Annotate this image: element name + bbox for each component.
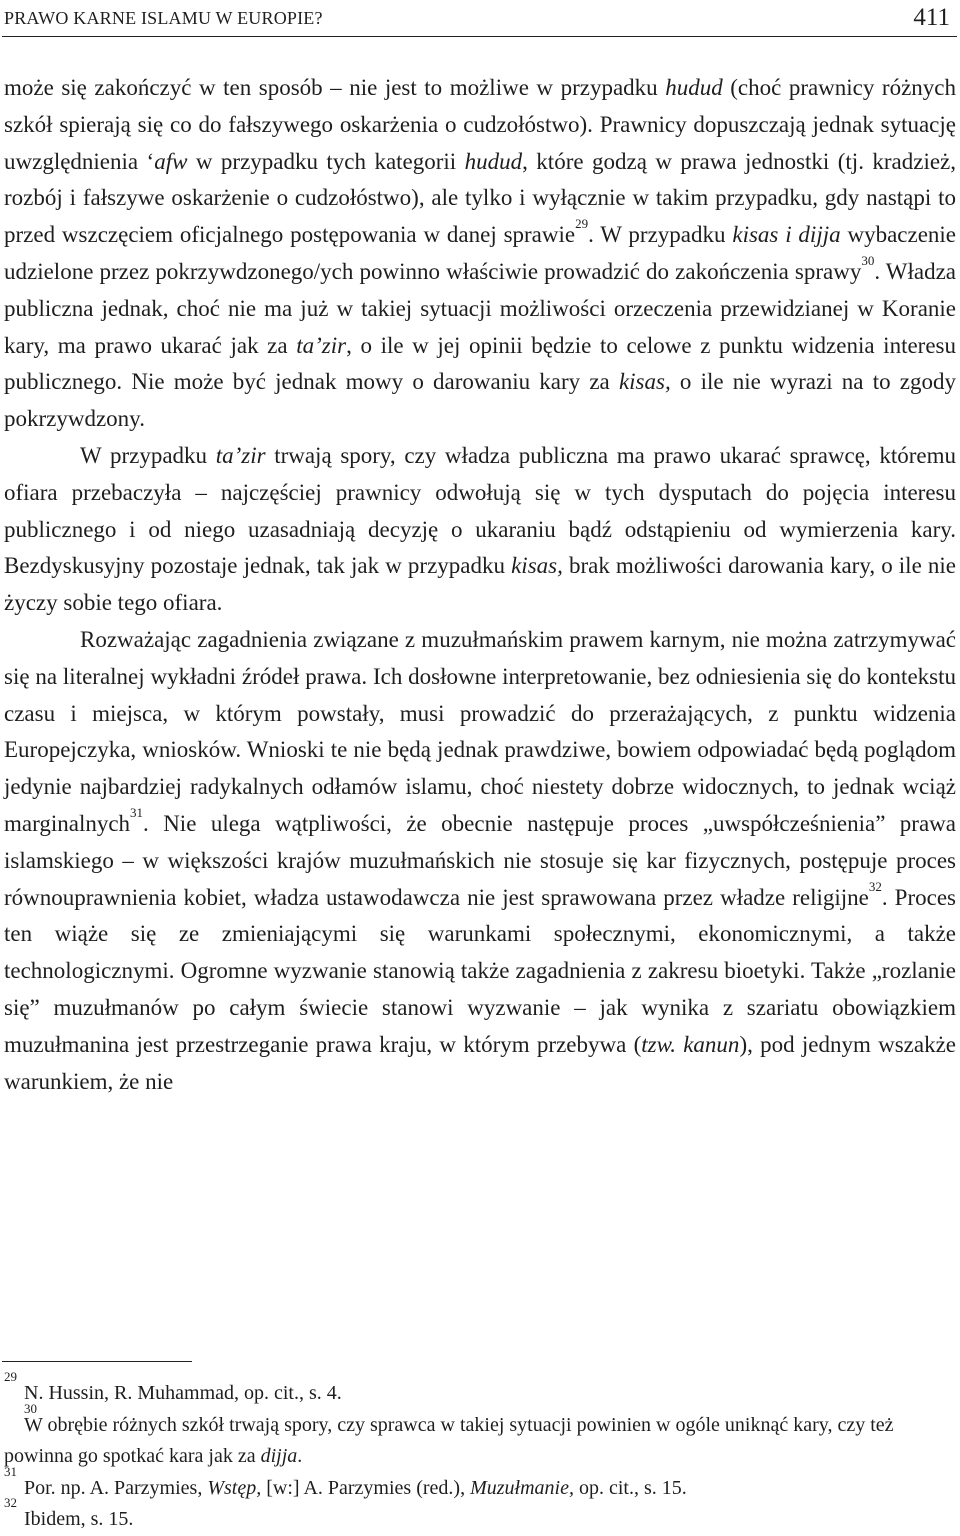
text-run: brak możliwości darowania kary, o ile nie życzy sobie tego ofiara. [4, 553, 956, 616]
text-run: . Władza publiczna jednak, choć nie ma już w takiej sytuacji możliwości orzeczenia przewidzianej w Koranie kary, ma prawo ukarać jak za [4, 258, 956, 358]
text-run: może się zakończyć w ten sposób – nie jest to możliwe w przypadku [4, 75, 666, 100]
footnote-text: . [297, 1445, 303, 1467]
italic-term: kisas, [618, 369, 671, 395]
footnote-29 [4, 1369, 956, 1410]
paragraph-2 [4, 438, 956, 622]
italic-term: kisas i dijja [732, 222, 841, 248]
footnote-number: 31 [4, 1463, 17, 1479]
text-run: . Nie ulega wątpliwości, że obecnie następuje proces „uwspółcześnienia” prawa islamskiego – w większości krajów muzułmańskich nie stosuje się kar fizycznych, postępuje proces równouprawnienia kobiet, władza ustawodawcza nie jest sprawowana przez władze religijne [4, 810, 956, 910]
italic-term: Muzułmanie, [470, 1476, 574, 1499]
footnote-text: N. Hussin, R. Muhammad, op. cit., s. 4. [24, 1382, 342, 1404]
page-number: 411 [913, 4, 950, 31]
italic-term: hudud [464, 148, 523, 174]
italic-term: tzw. kanun [641, 1031, 740, 1057]
italic-term: kisas, [511, 553, 563, 579]
italic-term: hudud [665, 75, 723, 100]
paragraph-3 [4, 622, 956, 1100]
text-run: o ile nie wyrazi na to zgody pokrzywdzony. [4, 369, 956, 432]
footnote-text: op. cit., s. 15. [573, 1476, 687, 1499]
italic-term: ta’zir [215, 442, 266, 468]
footnote-30 [4, 1400, 956, 1473]
running-header [4, 4, 956, 34]
footnote-number: 32 [4, 1495, 17, 1510]
text-run: . Proces ten wiąże się ze zmieniającymi się warunkami społecznymi, ekonomicznymi, a także technologicznymi. Ogromne wyzwanie stanowią także zagadnienia z zakresu bioetyki. Także „rozlanie się” muzułmanów po całym świecie stanowi wyzwanie – jak wynika z szariatu obowiązkiem muzułmanina jest przestrzeganie prawa kraju, w którym przebywa ( [4, 884, 956, 1057]
paragraph-1 [4, 70, 956, 438]
italic-term: Wstęp, [207, 1476, 262, 1499]
footnote-rule [2, 1361, 192, 1362]
footnotes [4, 1369, 956, 1536]
footnote-text: W obrębie różnych szkół trwają spory, czy sprawca w takiej sytuacji powinien w ogóle uniknąć kary, czy też powinna go spotkać kara jak za [4, 1413, 894, 1467]
text-run: ), pod jednym wszakże warunkiem, że nie [4, 1031, 956, 1094]
running-title: PRAWO KARNE ISLAMU W EUROPIE? [4, 8, 323, 28]
italic-term: afw [154, 148, 188, 174]
footnote-31 [4, 1463, 956, 1505]
footnote-number: 30 [24, 1400, 37, 1416]
footnote-number: 29 [4, 1369, 17, 1384]
text-run: , które godzą w prawa jednostki (tj. kradzież, rozbój i fałszywe oskarżenie o cudzołóstwo), ale tylko i wyłącznie w takim przypadku, gdy nastąpi to przed wszczęciem oficjalnego postępowania w danej sprawie [4, 148, 957, 248]
text-run: wybaczenie udzielone przez pokrzywdzonego/ych powinno właściwie prowadzić do zakończenia sprawy [4, 222, 956, 284]
main-text [4, 70, 956, 1100]
header-rule [2, 36, 957, 37]
text-run: . W przypadku [588, 222, 733, 248]
text-run: trwają spory, czy władza publiczna ma prawo ukarać sprawcę, któremu ofiara przebaczyła – najczęściej prawnicy odwołują się w tych dysputach do pojęcia interesu publicznego i od niego uzasadniają decyzję o ukaraniu bądź odstąpieniu od wymierzenia kary. Bezdyskusyjny pozostaje jednak, tak jak w przypadku [4, 442, 956, 579]
text-run: Rozważając zagadnienia związane z muzułmańskim prawem karnym, nie można zatrzymywać się na literalnej wykładni źródeł prawa. Ich dosłowne interpretowanie, bez odniesienia się do kontekstu czasu i miejsca, w którym powstały, musi prowadzić do przerażających, z punktu widzenia Europejczyka, wniosków. Wnioski te nie będą jednak prawdziwe, bowiem odpowiadać będą poglądom jedynie najbardziej radykalnych odłamów islamu, choć niestety dobrze widocznych, to jednak wciąż marginalnych [4, 626, 956, 836]
footnote-ref-30[interactable]: 30 [861, 252, 875, 268]
text-run: W przypadku [80, 442, 216, 468]
text-run: , o ile w jej opinii będzie to celowe z punktu widzenia interesu publicznego. Nie może być jednak mowy o darowaniu kary za [4, 332, 956, 395]
footnote-text: [w:] A. Parzymies (red.), [261, 1476, 471, 1499]
italic-term: dijja [260, 1445, 298, 1467]
text-run: (choć prawnicy różnych szkół spierają się co do fałszywego oskarżenia o cudzołóstwo). Prawnicy dopuszczają jednak sytuację uwzględnienia ‘ [4, 75, 956, 174]
footnote-ref-31[interactable]: 31 [130, 804, 144, 820]
text-run: w przypadku tych kategorii [187, 148, 465, 174]
footnote-ref-29[interactable]: 29 [575, 216, 589, 232]
italic-term: ta’zir [296, 332, 347, 358]
footnote-text: Ibidem, s. 15. [24, 1508, 134, 1530]
footnote-32 [4, 1495, 956, 1536]
footnote-text: Por. np. A. Parzymies, [24, 1476, 208, 1499]
footnote-ref-32[interactable]: 32 [868, 878, 882, 894]
